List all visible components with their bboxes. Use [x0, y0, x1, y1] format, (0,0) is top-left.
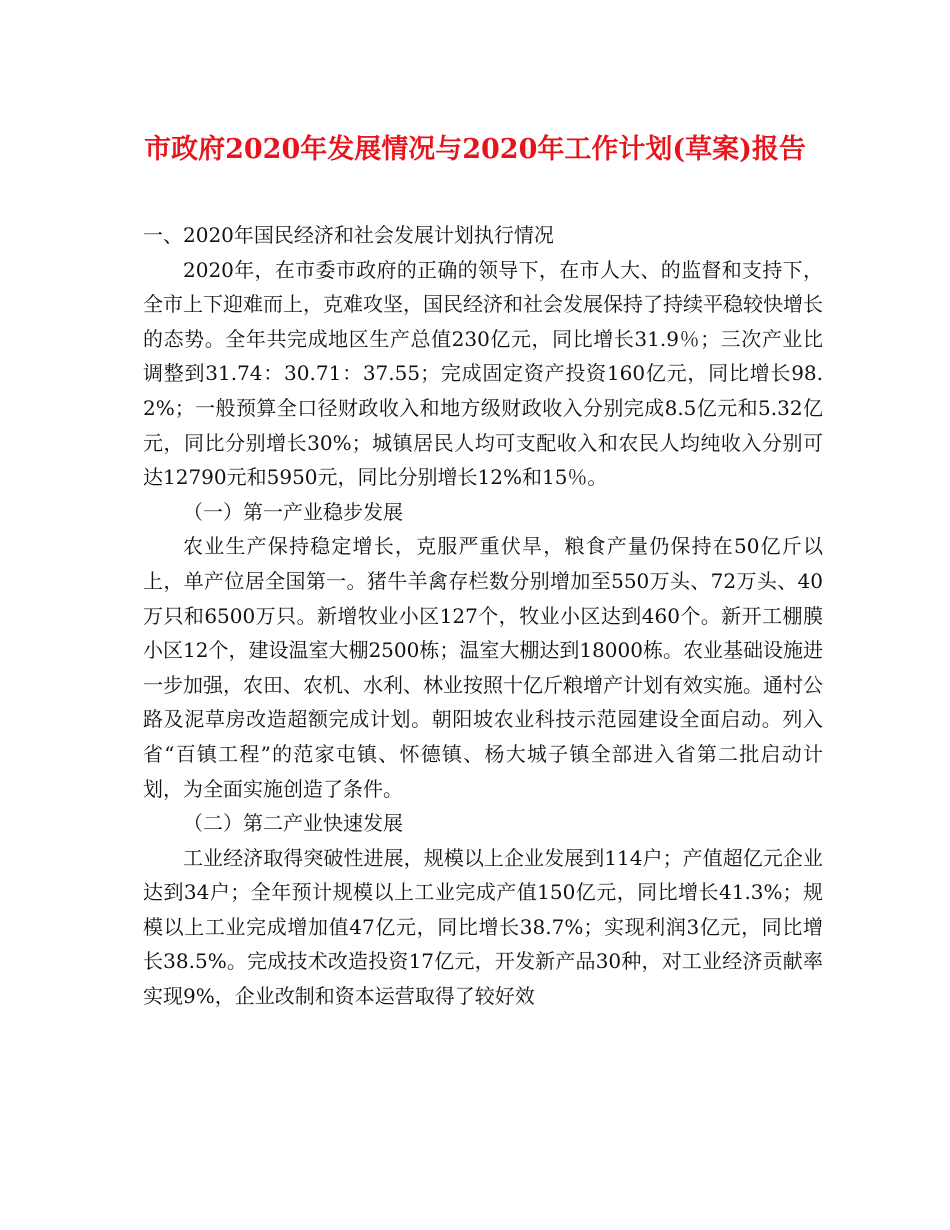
paragraph-primary-industry: 农业生产保持稳定增长，克服严重伏旱，粮食产量仍保持在50亿斤以上，单产位居全国第一。猪牛羊禽存栏数分别增加至550万头、72万头、40万只和6500万只。新增牧业小区127个，牧业小区达到460个。新开工棚膜小区12个，建设温室大棚2500栋；温室大棚达到18000栋。农业基础设施进一步加强，农田、农机、水利、林业按照十亿斤粮增产计划有效实施。通村公路及泥草房改造超额完成计划。朝阳坡农业科技示范园建设全面启动。列入省“百镇工程”的范家屯镇、怀德镇、杨大城子镇全部进入省第二批启动计划，为全面实施创造了条件。	[143, 534, 823, 801]
paragraph-overview: 2020年，在市委市政府的正确的领导下，在市人大、的监督和支持下，全市上下迎难而上，克难攻坚，国民经济和社会发展保持了持续平稳较快增长的态势。全年共完成地区生产总值230亿元，同比增长31.9％；三次产业比调整到31.74：30.71：37.55；完成固定资产投资160亿元，同比增长98.2%；一般预算全口径财政收入和地方级财政收入分别完成8.5亿元和5.32亿元，同比分别增长30%；城镇居民人均可支配收入和农民人均纯收入分别可达12790元和5950元，同比分别增长12%和15％。	[143, 257, 823, 490]
subheading-primary-industry: （一）第一产业稳步发展	[183, 499, 403, 524]
section-heading: 一、2020年国民经济和社会发展计划执行情况	[143, 223, 554, 247]
document-body	[143, 218, 823, 1014]
paragraph-secondary-industry: 工业经济取得突破性进展，规模以上企业发展到114户；产值超亿元企业达到34户；全年预计规模以上工业完成产值150亿元，同比增长41.3%；规模以上工业完成增加值47亿元，同比增长38.7%；实现利润3亿元，同比增长38.5%。完成技术改造投资17亿元，开发新产品30种，对工业经济贡献率实现9%，企业改制和资本运营取得了较好效	[143, 845, 823, 1009]
subheading-secondary-industry: （二）第二产业快速发展	[183, 811, 403, 836]
document-title: 市政府2020年发展情况与2020年工作计划(草案)报告	[144, 134, 806, 165]
